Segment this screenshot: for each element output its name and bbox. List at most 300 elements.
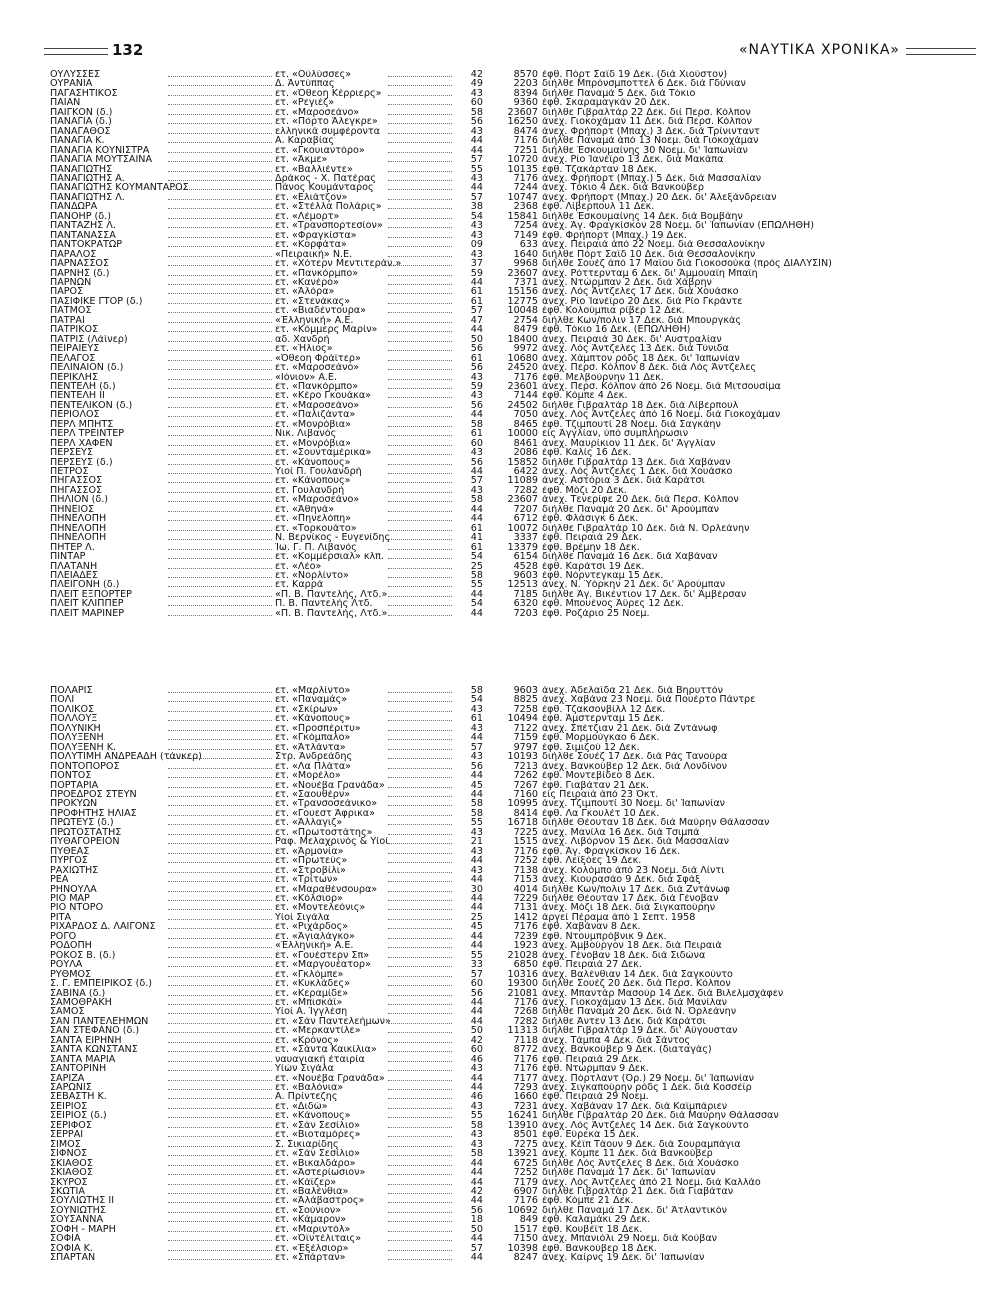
ship-status: έφθ. Λεϊξόες 19 Δεκ.: [542, 856, 642, 866]
ship-owner: ετ. «Έξέλσιορ»: [275, 1243, 349, 1254]
build-year: 45: [470, 780, 483, 790]
ship-row: [50, 1149, 956, 1158]
ship-status: άνεχ. Τενερίφε 20 Δεκ. διά Περσ. Κόλπον: [542, 495, 739, 505]
build-year: 58: [470, 1120, 483, 1131]
build-year: 44: [470, 1234, 483, 1244]
ship-name: ΣΟΥΝΙΩΤΗΣ: [50, 1205, 106, 1216]
ship-status: άνεχ. Άγ. Φραγκίσκον 28 Νοεμ. δι' Ίαπωνίαν (ΕΠΩΛΗΘΗ): [542, 221, 815, 231]
ship-name: ΣΚΩΤΙΑ: [50, 1187, 85, 1197]
tonnage: 7176: [513, 173, 538, 184]
tonnage: 9360: [513, 98, 538, 108]
ship-row: [50, 1111, 956, 1120]
ship-status: έφθ. Κόμπε 21 Δεκ.: [542, 1196, 634, 1206]
ship-status: άνεχ. Φρήπορτ (Μπαχ.) 20 Δεκ. δι' Άλεξάνδρειαν: [542, 192, 777, 203]
ship-name: ΠΟΛΥΤΙΜΗ ΑΝΔΡΕΑΔΗ (τάνκερ): [50, 752, 202, 762]
tonnage: 10494: [507, 714, 538, 724]
ship-owner: ετ. «Πόρτο Άλεγκρε»: [275, 117, 378, 127]
ship-owner: ετ. «Νουέβα Γρανάδα»: [275, 780, 385, 790]
ship-owner: ετ. «Κάνοπους»: [275, 457, 351, 468]
build-year: 56: [470, 761, 483, 772]
tonnage: 9797: [513, 742, 538, 753]
tonnage: 849: [519, 1215, 538, 1225]
ship-name: ΠΑΝΑΓΙΩΤΗΣ: [50, 164, 113, 174]
ship-row: [50, 259, 956, 268]
ship-row: [50, 212, 956, 221]
ship-row: [50, 552, 956, 561]
ship-owner: ετ. «Σάν Σεσίλιο»: [275, 1120, 360, 1131]
tonnage: 4014: [513, 884, 538, 894]
ship-owner: ετ. «Κορφάτα»: [275, 240, 347, 250]
ship-owner: ετ. «Γκουιαντόρο»: [275, 145, 365, 156]
ship-status: διήλθε Σουέζ άπό 17 Μαΐου διά Γιοκοσούκα (πρός ΔΙΑΛΥΣΙΝ): [542, 259, 832, 269]
ship-status: έφθ. Βρέμην 18 Δεκ.: [542, 542, 640, 553]
build-year: 45: [470, 922, 483, 932]
build-year: 43: [470, 1130, 483, 1140]
ship-owner: ετ. «Κόμμερς Μαρίν»: [275, 325, 378, 335]
ship-owner: ετ. «Πηνελόπη»: [275, 514, 352, 524]
ship-status: άνεχ. Καίρνς 19 Δεκ. δι' Ίαπωνίαν: [542, 1253, 705, 1263]
ship-status: διήλθε Θέουταν 17 Δεκ. διά Γένοβαν: [542, 893, 719, 904]
ship-row: [50, 1178, 956, 1187]
ship-name: ΠΑΝΤΑΖΗΣ Λ.: [50, 221, 116, 231]
ship-row: [50, 695, 956, 704]
ship-status: έφθ. Εύρεκα 15 Δεκ.: [542, 1130, 640, 1140]
ship-row: [50, 448, 956, 457]
build-year: 44: [470, 1177, 483, 1188]
tonnage: 6154: [513, 552, 538, 562]
tonnage: 10135: [507, 164, 538, 174]
ship-owner: ετ. «Άρμονία»: [275, 846, 344, 857]
ship-name: ΠΟΛΥΝΙΚΗ: [50, 723, 101, 734]
build-year: 56: [470, 988, 483, 998]
ship-row: [50, 837, 956, 846]
ship-name: ΠΡΟΕΔΡΟΣ ΣΤΕΫΝ: [50, 789, 137, 800]
ship-status: άνεχ. Φρήπορτ (Μπαχ.) 3 Δεκ. διά Τρίνινταντ: [542, 126, 760, 137]
ship-name: ΠΕΡΛ ΜΠΗΤΣ: [50, 419, 114, 430]
ship-status: άνεχ. Άμβούργον 18 Δεκ. διά Πειραιά: [542, 941, 722, 951]
build-year: 44: [470, 875, 483, 885]
tonnage: 633: [519, 240, 538, 250]
ship-owner: «Π. Β. Παντελής, Λτδ.»: [275, 589, 388, 600]
ship-owner: ετ. «Γουεστ Άφρικα»: [275, 808, 375, 819]
tonnage: 6907: [513, 1187, 538, 1197]
ship-name: ΣΟΦΙΑ: [50, 1234, 81, 1244]
ship-row: [50, 1026, 956, 1035]
ship-owner: ετ. «Πρωτεύς»: [275, 856, 348, 866]
ship-name: ΠΛΕΙΓΟΝΗ (δ.): [50, 580, 120, 590]
ship-row: [50, 306, 956, 315]
tonnage: 10398: [507, 1243, 538, 1254]
ship-owner: ετ. «Βιοταμόρες»: [275, 1130, 361, 1140]
ship-status: άνεχ. Κολόμπο άπό 23 Νοεμ. διά Λίντι: [542, 865, 725, 876]
ship-owner: ετ. «Κρόνος»: [275, 1035, 339, 1046]
ship-name: ΡΟΓΟ: [50, 931, 77, 942]
tonnage: 18400: [507, 334, 538, 345]
tonnage: 23601: [507, 381, 538, 392]
tonnage: 15156: [507, 287, 538, 297]
ship-row: [50, 174, 956, 183]
ship-status: άνεχ. Μανίλα 16 Δεκ. διά Τσιμπά: [542, 827, 700, 838]
ship-row: [50, 316, 956, 325]
ship-status: έφθ. Ντώρμπαν 9 Δεκ.: [542, 1064, 649, 1074]
ship-name: ΣΑΒΙΝΑ (δ.): [50, 988, 106, 998]
ship-name: ΠΕΝΤΕΛΗ (δ.): [50, 381, 116, 392]
ship-name: ΠΑΝΑΓΙΑ Κ.: [50, 136, 105, 146]
ship-name: ΠΑΝΑΓΑΘΟΣ: [50, 126, 111, 137]
ship-status: έφθ. Πόρτ Σαΐδ 19 Δεκ. (διά Χιούστον): [542, 70, 728, 80]
ship-name: ΣΑΝ ΠΑΝΤΕΛΕΗΜΩΝ: [50, 1016, 149, 1027]
ship-name: ΠΑΝΑΓΙΩΤΗΣ ΚΟΥΜΑΝΤΑΡΟΣ: [50, 183, 189, 193]
ship-owner: ετ. «Γκλόμπε»: [275, 969, 344, 980]
ship-row: [50, 989, 956, 998]
tonnage: 7239: [513, 931, 538, 942]
ship-owner: ετ. «Ριχάρδος»: [275, 922, 349, 932]
build-year: 61: [470, 287, 483, 297]
ship-row: [50, 514, 956, 523]
ship-name: ΣΙΦΝΟΣ: [50, 1149, 88, 1159]
tonnage: 7144: [513, 391, 538, 401]
build-year: 21: [470, 837, 483, 847]
ship-status: διήλθε Γιβραλτάρ 20 Δεκ. διά Μαύρην Θάλασσαν: [542, 1111, 779, 1121]
ship-row: [50, 724, 956, 733]
ship-owner: ετ. «Κάνοπους»: [275, 476, 351, 486]
ship-name: ΠΕΝΤΕΛΗ ΙΙ: [50, 391, 105, 401]
ship-name: ΠΑΤΜΟΣ: [50, 306, 92, 316]
ship-status: διήλθε Λός Άντζελες 8 Δεκ. διά Χουάσκο: [542, 1158, 739, 1169]
tonnage: 1923: [513, 941, 538, 951]
ship-name: ΠΡΟΦΗΤΗΣ ΗΛΙΑΣ: [50, 808, 137, 819]
ship-owner: ετ. «Χότερν Μεντιτεράν.»: [275, 259, 402, 269]
ship-status: άνεχ. Λός Άντζελες 13 Δεκ. διά Τύνιδα: [542, 344, 729, 354]
ship-owner: ετ. «Μορέλο»: [275, 771, 341, 781]
tonnage: 10316: [507, 969, 538, 980]
build-year: 60: [470, 98, 483, 108]
ship-row: [50, 781, 956, 790]
ship-row: [50, 1045, 956, 1054]
build-year: 44: [470, 1007, 483, 1017]
build-year: 60: [470, 438, 483, 449]
tonnage: 7176: [513, 922, 538, 932]
ship-owner: ετ. «Στενάκας»: [275, 296, 351, 307]
tonnage: 10995: [507, 799, 538, 809]
ship-status: άνεχ. Λός Άντζελες 1 Δεκ. διά Χουάσκο: [542, 467, 733, 477]
build-year: 30: [470, 884, 483, 894]
build-year: 43: [470, 485, 483, 496]
ship-owner: ετ. «Σκίρων»: [275, 704, 339, 715]
ship-row: [50, 344, 956, 353]
ship-status: έφθ. Βανκούβερ 18 Δεκ.: [542, 1243, 657, 1254]
ship-status: άνεχ. Γένοβαν 18 Δεκ. διά Σιδώνα: [542, 950, 706, 961]
ship-owner: ετ. «Νουέβα Γρανάδα»: [275, 1073, 385, 1084]
tonnage: 7231: [513, 1101, 538, 1112]
ship-owner: Σ. Σικιαρίδης: [275, 1139, 339, 1150]
ship-row: [50, 1036, 956, 1045]
ship-owner: ετ. Γουλανδρή: [275, 485, 345, 496]
ship-name: ΣΑΝΤΑ ΕΙΡΗΝΗ: [50, 1035, 122, 1046]
tonnage: 7153: [513, 875, 538, 885]
ship-name: ΠΟΛΙΚΟΣ: [50, 704, 95, 715]
ship-status: έφθ. Πειραιά 27 Δεκ.: [542, 960, 642, 970]
tonnage: 8461: [513, 438, 538, 449]
ship-status: άνεχ. Κόμπε 11 Δεκ. διά Βανκούβερ: [542, 1149, 713, 1159]
ship-status: έφθ. Καράτσι 19 Δεκ.: [542, 561, 645, 572]
build-year: 25: [470, 912, 483, 923]
tonnage: 7268: [513, 1007, 538, 1017]
build-year: 55: [470, 580, 483, 590]
build-year: 44: [470, 504, 483, 515]
ship-name: ΠΕΛΑΓΟΣ: [50, 353, 96, 364]
ship-name: ΣΕΒΑΣΤΗ Κ.: [50, 1092, 107, 1102]
ship-status: έφθ. Πειραιά 29 Δεκ.: [542, 533, 642, 543]
build-year: 55: [470, 950, 483, 961]
build-year: 25: [470, 561, 483, 572]
tonnage: 7282: [513, 485, 538, 496]
ship-owner: ετ. Καρρά: [275, 580, 324, 590]
build-year: 44: [470, 903, 483, 913]
build-year: 43: [470, 704, 483, 715]
ship-row: [50, 476, 956, 485]
ship-name: ΠΥΘΕΑΣ: [50, 846, 90, 857]
build-year: 61: [470, 542, 483, 553]
tonnage: 7229: [513, 893, 538, 904]
ship-name: ΣΑΝ ΣΤΕΦΑΝΟ (δ.): [50, 1026, 140, 1036]
ship-name: ΣΑΝΤΟΡΙΝΗ: [50, 1064, 107, 1074]
tonnage: 23607: [507, 268, 538, 278]
ship-name: ΠΙΝΤΑΡ: [50, 552, 86, 562]
ship-status: άνεχ. Άδελαΐδα 21 Δεκ. διά Βηρυττόν: [542, 686, 724, 696]
ship-status: άνεχ. Πειραιά άπό 22 Νοεμ. διά Θεσσαλονίκην: [542, 240, 765, 250]
tonnage: 7150: [513, 1234, 538, 1244]
ship-status: άνεχ. Πόρτλαντ (Όρ.) 29 Νοεμ. δι' Ίαπωνίαν: [542, 1073, 754, 1084]
ship-status: έφθ. Φρήπορτ (Μπαχ.) 19 Δεκ.: [542, 230, 687, 241]
ship-owner: ετ. «Λέο»: [275, 561, 322, 572]
ship-owner: ετ. «Κάνοπους»: [275, 1111, 351, 1121]
build-year: 50: [470, 1224, 483, 1235]
ship-status: διήλθε Μπρόνσμποττελ 6 Δεκ. διά Γδύνιαν: [542, 79, 746, 89]
ship-owner: Νικ. Λιβανός: [275, 429, 337, 439]
ship-row: [50, 193, 956, 202]
ship-owner: «Έλληνική» Α.Ε.: [275, 315, 354, 326]
tonnage: 7050: [513, 410, 538, 420]
tonnage: 12513: [507, 580, 538, 590]
tonnage: 4528: [513, 561, 538, 572]
ship-owner: αδ. Χανδρή: [275, 334, 330, 345]
build-year: 54: [470, 552, 483, 562]
ship-row: [50, 1215, 956, 1224]
ship-name: ΠΕΡΣΕΥΣ: [50, 448, 94, 458]
ship-status: έφθ. Τζιμπουτί 28 Νοεμ. διά Σαγκάην: [542, 419, 721, 430]
ship-status: άνεχ. Χαβάνα 23 Νοεμ. διά Πουέρτο Πάντρε: [542, 695, 756, 705]
build-year: 57: [470, 155, 483, 165]
tonnage: 7293: [513, 1083, 538, 1093]
ship-owner: ετ. «Άστερίωσιον»: [275, 1168, 366, 1178]
ship-row: [50, 335, 956, 344]
ship-row: [50, 363, 956, 372]
ship-name: ΣΟΥΛΙΩΤΗΣ ΙΙ: [50, 1196, 115, 1206]
ship-row: [50, 1007, 956, 1016]
build-year: 43: [470, 126, 483, 137]
ship-name: ΠΟΛΑΡΙΣ: [50, 686, 93, 696]
ship-owner: ετ. «Παναμάς»: [275, 695, 348, 705]
tonnage: 16250: [507, 117, 538, 127]
tonnage: 23607: [507, 107, 538, 118]
ship-name: ΠΑΡΑΛΟΣ: [50, 249, 97, 260]
ship-name: ΠΟΛΛΟΥΞ: [50, 714, 98, 724]
ship-list-section-2: [50, 686, 956, 1263]
ship-owner: ετ. «Φραγκίστα»: [275, 230, 357, 241]
ship-row: [50, 743, 956, 752]
tonnage: 7176: [513, 372, 538, 382]
ship-name: ΣΑΡΩΝΙΣ: [50, 1083, 92, 1093]
ship-row: [50, 580, 956, 589]
ship-owner: ετ. «Νορλίντο»: [275, 571, 349, 581]
ship-owner: ναυαγιακή έταιρία: [275, 1054, 365, 1065]
ship-owner: ετ. «Διδώ»: [275, 1101, 328, 1112]
ship-row: [50, 297, 956, 306]
ship-row: [50, 183, 956, 192]
build-year: 47: [470, 315, 483, 326]
ship-name: ΡΑΧΙΩΤΗΣ: [50, 865, 99, 876]
ship-status: διήλθε Άντεν 13 Δεκ. διά Καράτσι: [542, 1016, 706, 1027]
tonnage: 7176: [513, 846, 538, 857]
ship-owner: ετ. «Μαροσεάνο»: [275, 363, 360, 373]
ship-status: διήλθε Παναμά άπό 13 Νοεμ. διά Γιοκοχάμαν: [542, 136, 759, 146]
tonnage: 24502: [507, 400, 538, 411]
tonnage: 10072: [507, 523, 538, 534]
ship-row: [50, 98, 956, 107]
build-year: 56: [470, 117, 483, 127]
ship-row: [50, 866, 956, 875]
tonnage: 10680: [507, 353, 538, 364]
tonnage: 9603: [513, 571, 538, 581]
build-year: 46: [470, 1054, 483, 1065]
ship-row: [50, 1121, 956, 1130]
ship-row: [50, 979, 956, 988]
tonnage: 7254: [513, 221, 538, 231]
ship-name: ΠΛΕΪΤ ΜΑΡΙΝΕΡ: [50, 608, 125, 619]
tonnage: 1640: [513, 249, 538, 260]
build-year: 44: [470, 771, 483, 781]
ship-row: [50, 325, 956, 334]
ship-name: ΠΟΝΤΟΠΟΡΟΣ: [50, 761, 120, 772]
build-year: 58: [470, 107, 483, 118]
ship-status: άνεχ. Ρίο Ίανέϊρο 20 Δεκ. διά Ρίο Γκράντε: [542, 296, 743, 307]
ship-row: [50, 146, 956, 155]
ship-owner: ετ. «Μοντελεόνις»: [275, 903, 366, 913]
build-year: 18: [470, 1215, 483, 1225]
tonnage: 8474: [513, 126, 538, 137]
ship-row: [50, 875, 956, 884]
ship-status: διήλθε Παναμά 17 Δεκ. δι' Ίαπωνίαν: [542, 1168, 716, 1178]
ship-name: ΠΑΝΑΓΙΩΤΗΣ Λ.: [50, 192, 125, 203]
ship-status: άνεχ. Κέϊπ Τάουν 9 Δεκ. διά Σουραμπάγια: [542, 1139, 741, 1150]
page-number: 132: [108, 41, 147, 59]
ship-name: ΣΑΡΙΖΑ: [50, 1073, 85, 1084]
ship-row: [50, 1225, 956, 1234]
ship-status: έφθ. Μοντεβίδεο 8 Δεκ.: [542, 771, 655, 781]
ship-name: ΠΗΓΑΣΣΟΣ: [50, 476, 103, 486]
ship-name: ΡΙΧΑΡΔΟΣ Δ. ΛΑΙΓΟΝΣ: [50, 922, 156, 932]
tonnage: 7177: [513, 1073, 538, 1084]
build-year: 43: [470, 448, 483, 458]
tonnage: 15852: [507, 457, 538, 468]
ship-name: ΠΑΝΔΩΡΑ: [50, 202, 98, 212]
ship-status: έφθ. Άγ. Φραγκίσκον 16 Δεκ.: [542, 846, 681, 857]
ship-name: ΠΑΙΓΚΟΝ (δ.): [50, 107, 113, 118]
ship-status: άνεχ. Πειραιά 30 Δεκ. δι' Αυστραλίαν: [542, 334, 722, 345]
ship-name: ΠΑΤΡΙΣ (Λάϊνερ): [50, 334, 128, 345]
ship-owner: ετ. «Μαροσεάνο»: [275, 400, 360, 411]
ship-status: έφθ. Μελβούρνην 11 Δεκ.: [542, 372, 664, 382]
ship-status: άνεχ. Μαυρίκιον 11 Δεκ. δι' Άγγλίαν: [542, 438, 716, 449]
ship-row: [50, 571, 956, 580]
ship-status: διήλθε Κων/πολιν 17 Δεκ. διά Ζντάνωφ: [542, 884, 730, 894]
tonnage: 7252: [513, 856, 538, 866]
ship-name: ΣΟΥΣΑΝΝΑ: [50, 1215, 104, 1225]
build-year: 60: [470, 1045, 483, 1055]
build-year: 43: [470, 723, 483, 734]
tonnage: 7252: [513, 1168, 538, 1178]
ship-owner: ετ. «Ελιάτζον»: [275, 192, 348, 203]
ship-status: άνεχ. Σιγκαπούρην ρόδς 1 Δεκ. διά Κοσσέϊρ: [542, 1083, 752, 1093]
ship-name: ΟΥΛΥΣΣΕΣ: [50, 70, 101, 80]
ship-name: ΠΗΤΕΡ Λ.: [50, 542, 95, 553]
ship-row: [50, 382, 956, 391]
ship-owner: ετ. «Σούνιον»: [275, 1205, 342, 1216]
build-year: 58: [470, 419, 483, 430]
tonnage: 13379: [507, 542, 538, 553]
ship-status: διήλθε Πόρτ Σαΐδ 10 Δεκ. διά Θεσσαλονίκην: [542, 249, 756, 260]
ship-status: διήλθε Παναμά 20 Δεκ. δι' Άρούμπαν: [542, 504, 719, 515]
ship-row: [50, 762, 956, 771]
ship-name: ΠΕΤΡΟΣ: [50, 467, 89, 477]
ship-name: ΠΥΡΓΟΣ: [50, 856, 88, 866]
ship-status: έφθ. Κόμπε 4 Δεκ.: [542, 391, 628, 401]
header-rule-left: [44, 48, 114, 55]
ship-name: ΠΑΝΑΓΙΑ (δ.): [50, 117, 112, 127]
tonnage: 13921: [507, 1149, 538, 1159]
ship-owner: Πάνος Κουμάνταρος: [275, 183, 374, 193]
ship-name: ΡΟΥΛΑ: [50, 960, 83, 970]
build-year: 50: [470, 1026, 483, 1036]
tonnage: 12775: [507, 296, 538, 307]
ship-row: [50, 467, 956, 476]
ship-status: άνεχ. Μόζι 18 Δεκ. διά Σιγκαπούρην: [542, 903, 716, 913]
tonnage: 23607: [507, 495, 538, 505]
build-year: 44: [470, 997, 483, 1008]
ship-status: άνεχ. Λός Άντζελες 17 Δεκ. διά Χουάσκο: [542, 287, 739, 297]
build-year: 60: [470, 979, 483, 989]
ship-name: ΡΥΘΜΟΣ: [50, 969, 92, 980]
ship-row: [50, 1244, 956, 1253]
build-year: 44: [470, 733, 483, 743]
ship-row: [50, 818, 956, 827]
tonnage: 2086: [513, 448, 538, 458]
ship-status: διήλθε Παναμά 16 Δεκ. διά Χαβάναν: [542, 552, 718, 562]
ship-row: [50, 458, 956, 467]
ship-name: ΠΕΙΡΑΙΕΥΣ: [50, 344, 100, 354]
tonnage: 10193: [507, 752, 538, 762]
ship-row: [50, 799, 956, 808]
ship-row: [50, 269, 956, 278]
ship-owner: ετ. «Μαριντόλ»: [275, 1224, 351, 1235]
ship-owner: «Έλληνική» Α.Ε.: [275, 941, 354, 951]
ship-row: [50, 79, 956, 88]
tonnage: 13910: [507, 1120, 538, 1131]
tonnage: 7267: [513, 780, 538, 790]
ship-status: έφθ. Καλαμάκι 29 Δεκ.: [542, 1215, 651, 1225]
ship-status: είς Άγγλίαν, ύπό συμπλήρωσιν: [542, 429, 689, 439]
